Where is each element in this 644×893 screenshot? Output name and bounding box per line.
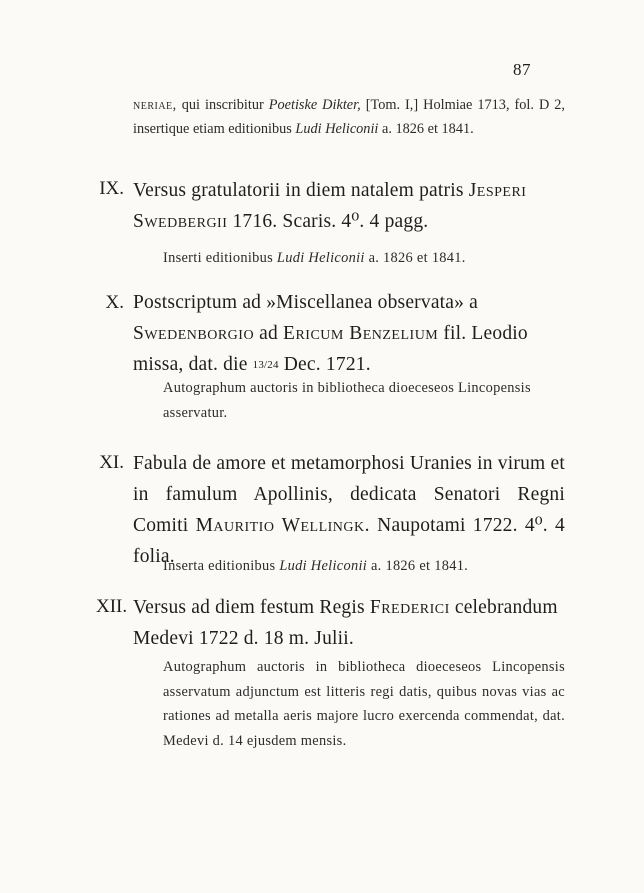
- title-name: Mauritio Wellingk.: [195, 515, 370, 536]
- entry-title: [133, 287, 565, 381]
- title-name: Ericum Benzelium: [283, 323, 439, 344]
- intro-title: Poetiske Dikter,: [268, 97, 361, 113]
- title-text: Versus gratulatorii in diem natalem patris: [133, 180, 469, 201]
- entry-number: X.: [105, 292, 124, 313]
- entry-note: [163, 246, 565, 271]
- title-text: celebrandum Medevi 1722 d. 18 m. Julii.: [133, 597, 558, 649]
- note-italic: Ludi Heliconii: [279, 558, 368, 574]
- intro-paragraph: [133, 93, 565, 141]
- entry-note: Autographum auctoris in bibliotheca dioeceseos Lincopensis asservatur.: [163, 380, 531, 421]
- title-fraction: 13/24: [252, 359, 279, 371]
- title-text: fil. Leodio missa, dat. die: [133, 323, 528, 375]
- title-text: 1716. Scaris. 4⁰. 4 pagg.: [227, 211, 429, 232]
- title-text: Naupotami 1722. 4⁰. 4 folia.: [133, 515, 565, 567]
- title-name: Jesperi Swedbergii: [133, 180, 527, 232]
- entry-title: [133, 175, 565, 237]
- entry-number: XI.: [99, 452, 124, 473]
- note-text: a. 1826 et 1841.: [367, 558, 469, 574]
- title-name: Frederici: [369, 597, 450, 618]
- page-number: 87: [513, 60, 531, 79]
- note-text: a. 1826 et 1841.: [364, 250, 466, 266]
- title-name: Swedenborgio: [133, 323, 255, 344]
- intro-ludi: Ludi Heliconii: [295, 121, 379, 137]
- intro-text-1: qui inscribitur: [176, 97, 269, 113]
- title-text: Postscriptum ad »Miscellanea observata» a: [133, 292, 479, 313]
- entry-number: XII.: [96, 596, 128, 617]
- title-text: Dec. 1721.: [278, 354, 371, 375]
- entry-number: IX.: [99, 178, 124, 199]
- intro-text-2: [Tom. I,] Holmiae 1713, fol. D 2, insertique etiam editionibus: [133, 97, 566, 137]
- title-text: Versus ad diem festum Regis: [133, 597, 370, 618]
- entry-title: [133, 592, 565, 654]
- intro-text-3: a. 1826 et 1841.: [378, 121, 474, 137]
- note-italic: Ludi Heliconii: [276, 250, 365, 266]
- note-text: Inserta editionibus: [163, 558, 280, 574]
- note-text: Inserti editionibus: [163, 250, 277, 266]
- intro-lead: neriae,: [133, 97, 177, 113]
- title-text: Fabula de amore et metamorphosi Uranies in virum et in famulum Apollinis, dedicata Senatori Regni Comiti: [133, 453, 565, 536]
- entry-note: Autographum auctoris in bibliotheca dioeceseos Lincopensis asservatum adjunctum est litteris regi datis, quibus novas vias ac rationes ad metalla aeris majore lucro exercenda commendat, dat. Medevi d. 14 ejusdem mensis.: [163, 659, 565, 749]
- title-text: ad: [254, 323, 284, 344]
- entry-note: [163, 554, 565, 579]
